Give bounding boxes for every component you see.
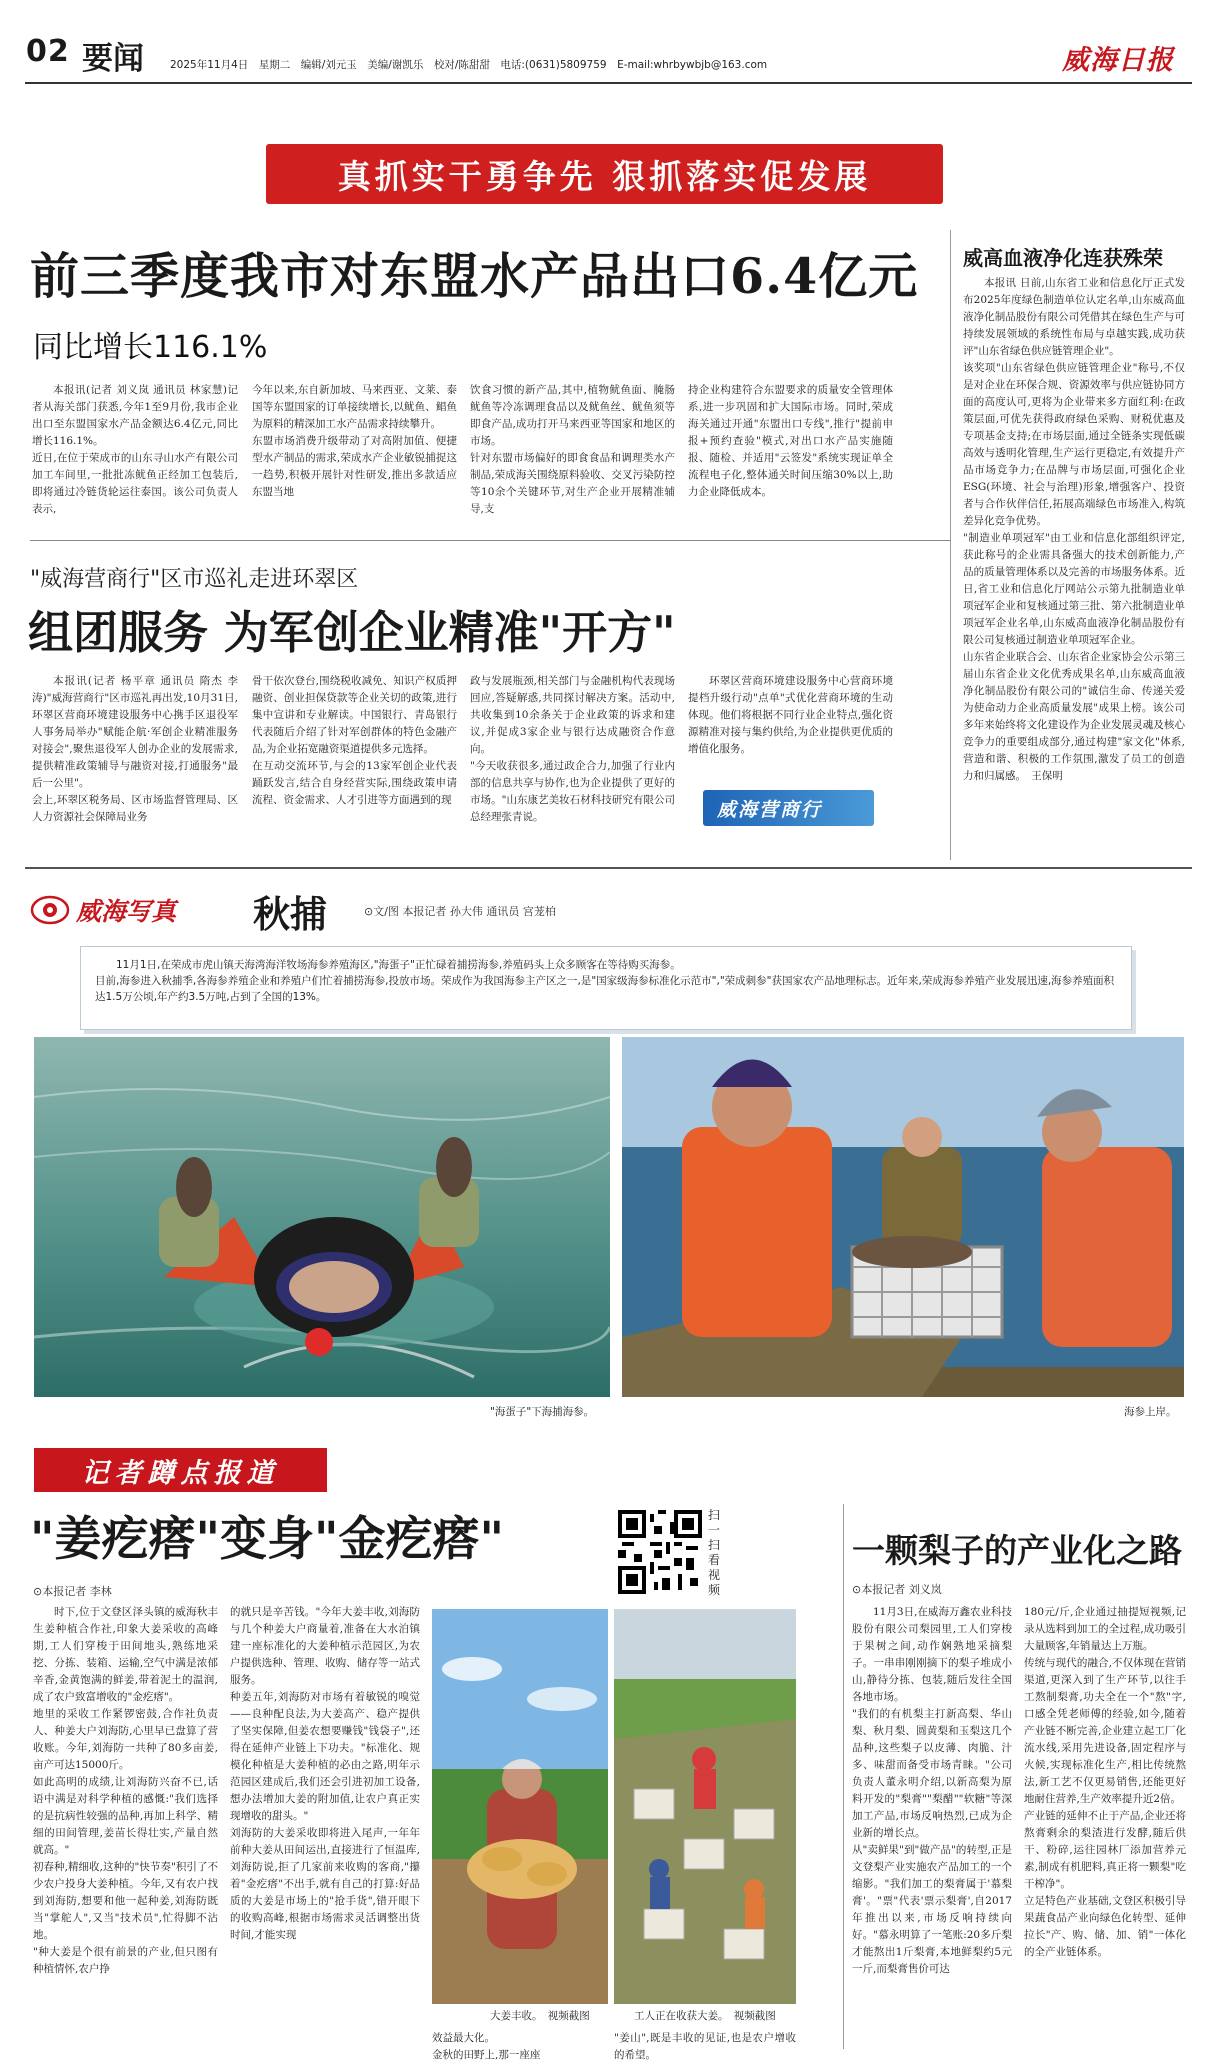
story4-col-2 [1024, 1604, 1186, 2050]
divider [30, 540, 950, 541]
reporter-column-logo [34, 1448, 327, 1492]
story3-col-text: 时下,位于文登区泽头镇的威海秋丰生姜种植合作社,印象大姜采收的高峰期,工人们穿梭于田间地头,熟练地采挖、分拣、装箱、运输,空气中满是浓郁辛香,金黄饱满的鲜姜,带着泥土的温润,成了农户致富增收的"金疙瘩"。 地里的采收工作紧锣密鼓,合作社负责人、种姜大户刘海防,心里早已盘算了营收账。今年,刘海防一共种了80多亩姜,亩产可达15000斤。 如此高明的成绩,让刘海防兴奋不已,话语中满是对科学种植的感慨:"我们选择的是抗病性较强的品种,再加上科学、精细的田间管理,姜苗长得壮实,产量自然就高。" 初春种,精细收,这种的"快节奏"积引了不少农户投身大姜种植。今年,又有农户找到刘海防,想要和他一起种姜,刘海防既当"掌舵人",又当"技术员",忙得脚不沾地。 "种大姜是个很有前景的产业,但只图有种植情怀,农户挣 [33, 1606, 218, 1975]
weihai-yingshang-badge [703, 790, 874, 826]
story2-col-1 [32, 673, 238, 846]
byline-text: 本报记者 刘义岚 [861, 1583, 942, 1596]
story1-col-4 [688, 382, 893, 522]
story2-title: 组团服务 为军创企业精准"开方" [28, 606, 676, 659]
caption-ginger-a: 大姜丰收。 视频截图 [490, 2010, 590, 2022]
story4-col-1 [852, 1604, 1012, 2050]
ginger-farmer-illustration [432, 1609, 608, 2004]
story1-subtitle: 同比增长116.1% [33, 330, 268, 365]
photo-workers-field [614, 1609, 796, 2004]
byline-text: 文/图 本报记者 孙大伟 通讯员 宫茏柏 [373, 905, 556, 918]
byline-text: 本报记者 李林 [42, 1585, 112, 1598]
photo-feature-byline: ⊙文/图 本报记者 孙大伟 通讯员 宫茏柏 [364, 905, 556, 918]
header-rule [25, 82, 1192, 84]
right-story-text: 本报讯 日前,山东省工业和信息化厅正式发布2025年度绿色制造单位认定名单,山东威高血液净化制品股份有限公司凭借其在绿色生产与可持续发展领域的系统性布局与卓越实践,成功获评"山东省绿色供应链管理企业"。 该奖项"山东省绿色供应链管理企业"称号,不仅是对企业在环保合规、资源效率与供应链协同方面的高度认可,更将为企业带来多方面红利:在政策层面,可优先获得政府绿色采购、财税优惠及专项基金支持;在市场层面,通过全链条实现低碳高效与透明化管理,生产运行更稳定,有效提升产品市场竞争力;在品牌与市场层面,可强化企业ESG(环境、社会与治理)形象,增强客户、投资者与合作伙伴信任,拓展高端绿色市场准入,构筑差异化竞争优势。 "制造业单项冠军"由工业和信息化部组织评定,获此称号的企业需具备强大的技术创新能力,产品的质量管理体系以及完善的市场服务体系。近日,省工业和信息化厅网站公示第九批制造业单项冠军企业和复核通过第三批、第六批制造业单项冠军企业名单,山东威高血液净化制品股份有限公司复核通过制造业单项冠军企业。 山东省企业联合会、山东省企业家协会公示第三届山东省企业文化优秀成果名单,山东威高血液净化制品股份有限公司的"诚信生命、传递关爱为使命动力企业高质量发展"成果上榜。该公司多年来始终将文化建设作为企业发展灵魂及核心竞争力的重要组成部分,通过构建"家文化"体系,营造和谐、积极的工作氛围,激发了员工的创造力和归属感。 王保明 [963, 277, 1185, 782]
divider [25, 867, 1192, 869]
story2-col-3 [470, 673, 675, 846]
story1-col-text: 今年以来,东自新加坡、马来西亚、文莱、泰国等东盟国家的订单接续增长,以鱿鱼、鲳鱼为原料的精深加工水产品需求持续攀升。 东盟市场消费升级带动了对高附加值、便捷型水产制品的需求,荣成水产企业敏锐捕捉这一趋势,积极开展针对性研发,推出多款适应东盟当地 [252, 384, 457, 498]
workers-illustration [614, 1609, 796, 2004]
header-meta: 2025年11月4日 星期二 编辑/刘元玉 美编/谢凯乐 校对/陈甜甜 电话:(0631)5809759 E-mail:whrbywbjb@163.com [170, 59, 768, 71]
story4-col-text: 180元/斤,企业通过抽提短视频,记录从选料到加工的全过程,成功吸引大量顾客,年销量达上万瓶。 传统与现代的融合,不仅体现在营销渠道,更深入到了生产环节,以往手工熬制梨膏,功夫全在一个"熬"字,口感全凭老师傅的经验,如今,随着产业链不断完善,企业建立起工厂化流水线,采用先进设备,固定程序与火候,实现标准化生产,相比传统熬法,新工艺不仅更易销售,还能更好地耐住营养,生产效率提升近2倍。 产业链的延伸不止于产品,企业还将熬膏剩余的梨渣进行发酵,随后供干、粉碎,运往园林厂添加营养元素,制成有机肥料,真正将一颗梨"吃干榨净"。 立足特色产业基础,文登区积极引导果蔬食品产业向绿色化转型、延伸拉长"产、购、储、加、销"一体化的全产业链体系。 [1024, 1606, 1186, 1958]
story1-col-text: 本报讯(记者 刘义岚 通讯员 林家慧)记者从海关部门获悉,今年1至9月份,我市企业出口至东盟国家水产品金额达6.4亿元,同比增长116.1%。 近日,在位于荣成市的山东寻山水产有限公司加工车间里,一批批冻鱿鱼正经加工包装后,即将通过冷链货轮运往泰国。该公司负责人表示, [32, 384, 238, 515]
right-column-rule [950, 230, 951, 860]
badge-text: 威海营商行 [717, 798, 823, 821]
right-story-body [963, 275, 1185, 865]
page-number: 02 [26, 34, 70, 69]
story3-byline: ⊙本报记者 李林 [33, 1585, 112, 1598]
diver-illustration [34, 1037, 610, 1397]
story4-rule [843, 1504, 844, 2049]
story3-tail-b [614, 2030, 796, 2061]
story1-col-1 [32, 382, 238, 522]
story2-col-2 [252, 673, 457, 846]
story2-col-text: 环翠区营商环境建设服务中心营商环境提档升级行动"点单"式优化营商环境的生动体现。他们将根据不同行业企业特点,强化资源精准对接与集约供给,为企业提供更优质的增值化服务。 [688, 675, 893, 755]
story4-col-text: 11月3日,在威海万鑫农业科技股份有限公司梨园里,工人们穿梭于果树之间,动作娴熟地采摘梨子。一串串刚刚摘下的梨子堆成小山,静待分拣、包装,随后发往全国各地市场。 "我们的有机梨主打新高梨、华山梨、秋月梨、圆黄梨和玉梨这几个品种,这些梨子以皮薄、肉脆、汁多、味甜而备受市场青睐。"公司负责人董永明介绍,以新高梨为原料开发的"梨膏""梨醋""软糖"等深加工产品,市场反响热烈,已成为企业新的增长点。 从"卖鲜果"到"做产品"的转型,正是文登梨产业实施农产品加工的一个缩影。"我们加工的梨膏属于'慕梨膏'。"票"代表'票示梨膏',自2017年推出以来,市场反响持续向好。"慕永明算了一笔账:20多斤梨才能熬出1斤梨膏,本地鲜梨约5元一斤,而梨膏售价可达 [852, 1606, 1012, 1975]
story4-title: 一颗梨子的产业化之路 [852, 1531, 1182, 1570]
slogan-text: 真抓实干勇争先 狠抓落实促发展 [337, 156, 872, 196]
reporter-column-name: 记者蹲点报道 [81, 1457, 280, 1489]
caption-left: "海蛋子"下海捕海参。 [490, 1406, 595, 1418]
story3-tail-text: 效益最大化。 金秋的田野上,那一座座 [432, 2032, 541, 2061]
photo-column-logo [30, 888, 235, 932]
story1-title: 前三季度我市对东盟水产品出口6.4亿元 [30, 247, 919, 305]
photo-column-name: 威海写真 [76, 897, 177, 926]
story2-col-4 [688, 673, 893, 783]
story4-byline: ⊙本报记者 刘义岚 [852, 1583, 942, 1596]
photo-feature-intro-box [80, 946, 1132, 1030]
camera-icon [30, 895, 70, 925]
story1-col-3 [470, 382, 675, 522]
story1-col-2 [252, 382, 457, 522]
story3-col-1 [33, 1604, 218, 2050]
right-story-title: 威高血液净化连获殊荣 [963, 246, 1163, 270]
caption-right: 海参上岸。 [1124, 1406, 1177, 1418]
story2-col-text: 本报讯(记者 杨平章 通讯员 隋杰 李涛)"威海营商行"区市巡礼再出发,10月31日,环翠区营商环境建设服务中心携手区退役军人事务局举办"赋能企航·军创企业精准服务对接会",聚焦退役军人创办企业的发展需求,提供精准政策辅导与融资对接,打通服务"最后一公里"。 会上,环翠区税务局、区市场监督管理局、区人力资源社会保障局业务 [32, 675, 238, 823]
photo-ginger-harvest [432, 1609, 608, 2004]
masthead-logo: 威海日报 [1062, 45, 1174, 76]
story3-col-2 [230, 1604, 420, 2050]
section-name: 要闻 [82, 41, 144, 77]
qr-code-icon [618, 1510, 702, 1594]
story3-tail-text: "姜山",既是丰收的见证,也是农户增收的希望。 [614, 2032, 796, 2061]
photo-feature-intro: 11月1日,在荣成市虎山镇天海湾海洋牧场海参养殖海区,"海蛋子"正忙碌着捕捞海参,养殖码头上众多顾客在等待购买海参。 目前,海参进入秋捕季,各海参养殖企业和养殖户们忙着捕捞海参,投放市场。荣成作为我国海参主产区之一,是"国家级海参标准化示范市","荣成刺参"获国家农产品地理标志。近年来,荣成海参养殖产业发展迅速,海参养殖面积达1.5万公顷,年产约3.5万吨,占到了全国的13%。 [95, 959, 1115, 1003]
story1-col-text: 饮食习惯的新产品,其中,植物鱿鱼面、腌肠鱿鱼等冷冻调理食品以及鱿鱼丝、鱿鱼须等即食产品,成功打开马来西亚等国家和地区的市场。 针对东盟市场偏好的即食食品和调理类水产制品,荣成海关围绕原料验收、交叉污染防控等10余个关键环节,对生产企业开展精准辅导,支 [470, 384, 675, 515]
story2-col-text: 政与发展瓶颈,相关部门与金融机构代表现场回应,答疑解惑,共同探讨解决方案。活动中,共收集到10余条关于企业政策的诉求和建议,并促成3家企业与银行达成融资合作意向。 "今天收获很多,通过政企合力,加强了行业内部的信息共享与协作,也为企业提供了更好的市场。"山东康艺美妆石材科技研究有限公司总经理张青说。 [470, 675, 675, 823]
qr-code[interactable] [618, 1510, 702, 1594]
slogan-banner [266, 144, 943, 204]
photo-feature-title: 秋捕 [253, 892, 327, 936]
story2-col-text: 骨干依次登台,围绕税收减免、知识产权质押融资、创业担保贷款等企业关切的政策,进行集中宣讲和专业解读。中国银行、青岛银行代表随后介绍了针对军创群体的特色金融产品,为企业拓宽融资渠道提供多元选择。 在互动交流环节,与会的13家军创企业代表踊跃发言,结合自身经营实际,围绕政策申请流程、资金需求、人才引进等方面遇到的现 [252, 675, 457, 806]
caption-ginger-b: 工人正在收获大姜。 视频截图 [634, 2010, 776, 2022]
story3-title: "姜疙瘩"变身"金疙瘩" [30, 1512, 504, 1567]
story3-col-text: 的就只是辛苦钱。"今年大姜丰收,刘海防与几个种姜大户商量着,准备在大水泊镇建一座标准化的大姜种植示范园区,为农户提供选种、管理、收购、储存等一站式服务。 种姜五年,刘海防对市场有着敏锐的嗅觉——良种配良法,为大姜高产、稳产提供了坚实保障,但姜农想要赚钱"钱袋子",还得在延伸产业链上下功夫。"标准化、规模化种植是大姜种植的必由之路,明年示范园区建成后,我们还会引进初加工设备,想办法增加大姜的附加值,让农户真正实现增收的甜头。" 刘海防的大姜采收即将进入尾声,一年年前种大姜从田间运出,直接进行了恒温库,刘海防说,拒了几家前来收购的客商,"攥着"金疙瘩"不出手,就有自己的打算:好品质的大姜是市场上的"抢手货",错开眼下的收购高峰,根据市场需求灵活调整出货时间,才能实现 [230, 1606, 420, 1941]
story2-kicker: "威海营商行"区市巡礼走进环翠区 [30, 567, 359, 592]
qr-label: 扫一扫 看视频 [708, 1508, 721, 1597]
photo-diver-sea-cucumber [34, 1037, 610, 1397]
photo-fishermen-boat [622, 1037, 1184, 1397]
story1-col-text: 持企业构建符合东盟要求的质量安全管理体系,进一步巩固和扩大国际市场。同时,荣成海关通过开通"东盟出口专线",推行"提前申报+预约查验"模式,对出口水产品实施随报、随检、并适用"云签发"系统实现证单全流程电子化,整体通关时间压缩30%以上,助力企业降低成本。 [688, 384, 893, 498]
story3-tail-a [432, 2030, 608, 2061]
fishermen-illustration [622, 1037, 1184, 1397]
